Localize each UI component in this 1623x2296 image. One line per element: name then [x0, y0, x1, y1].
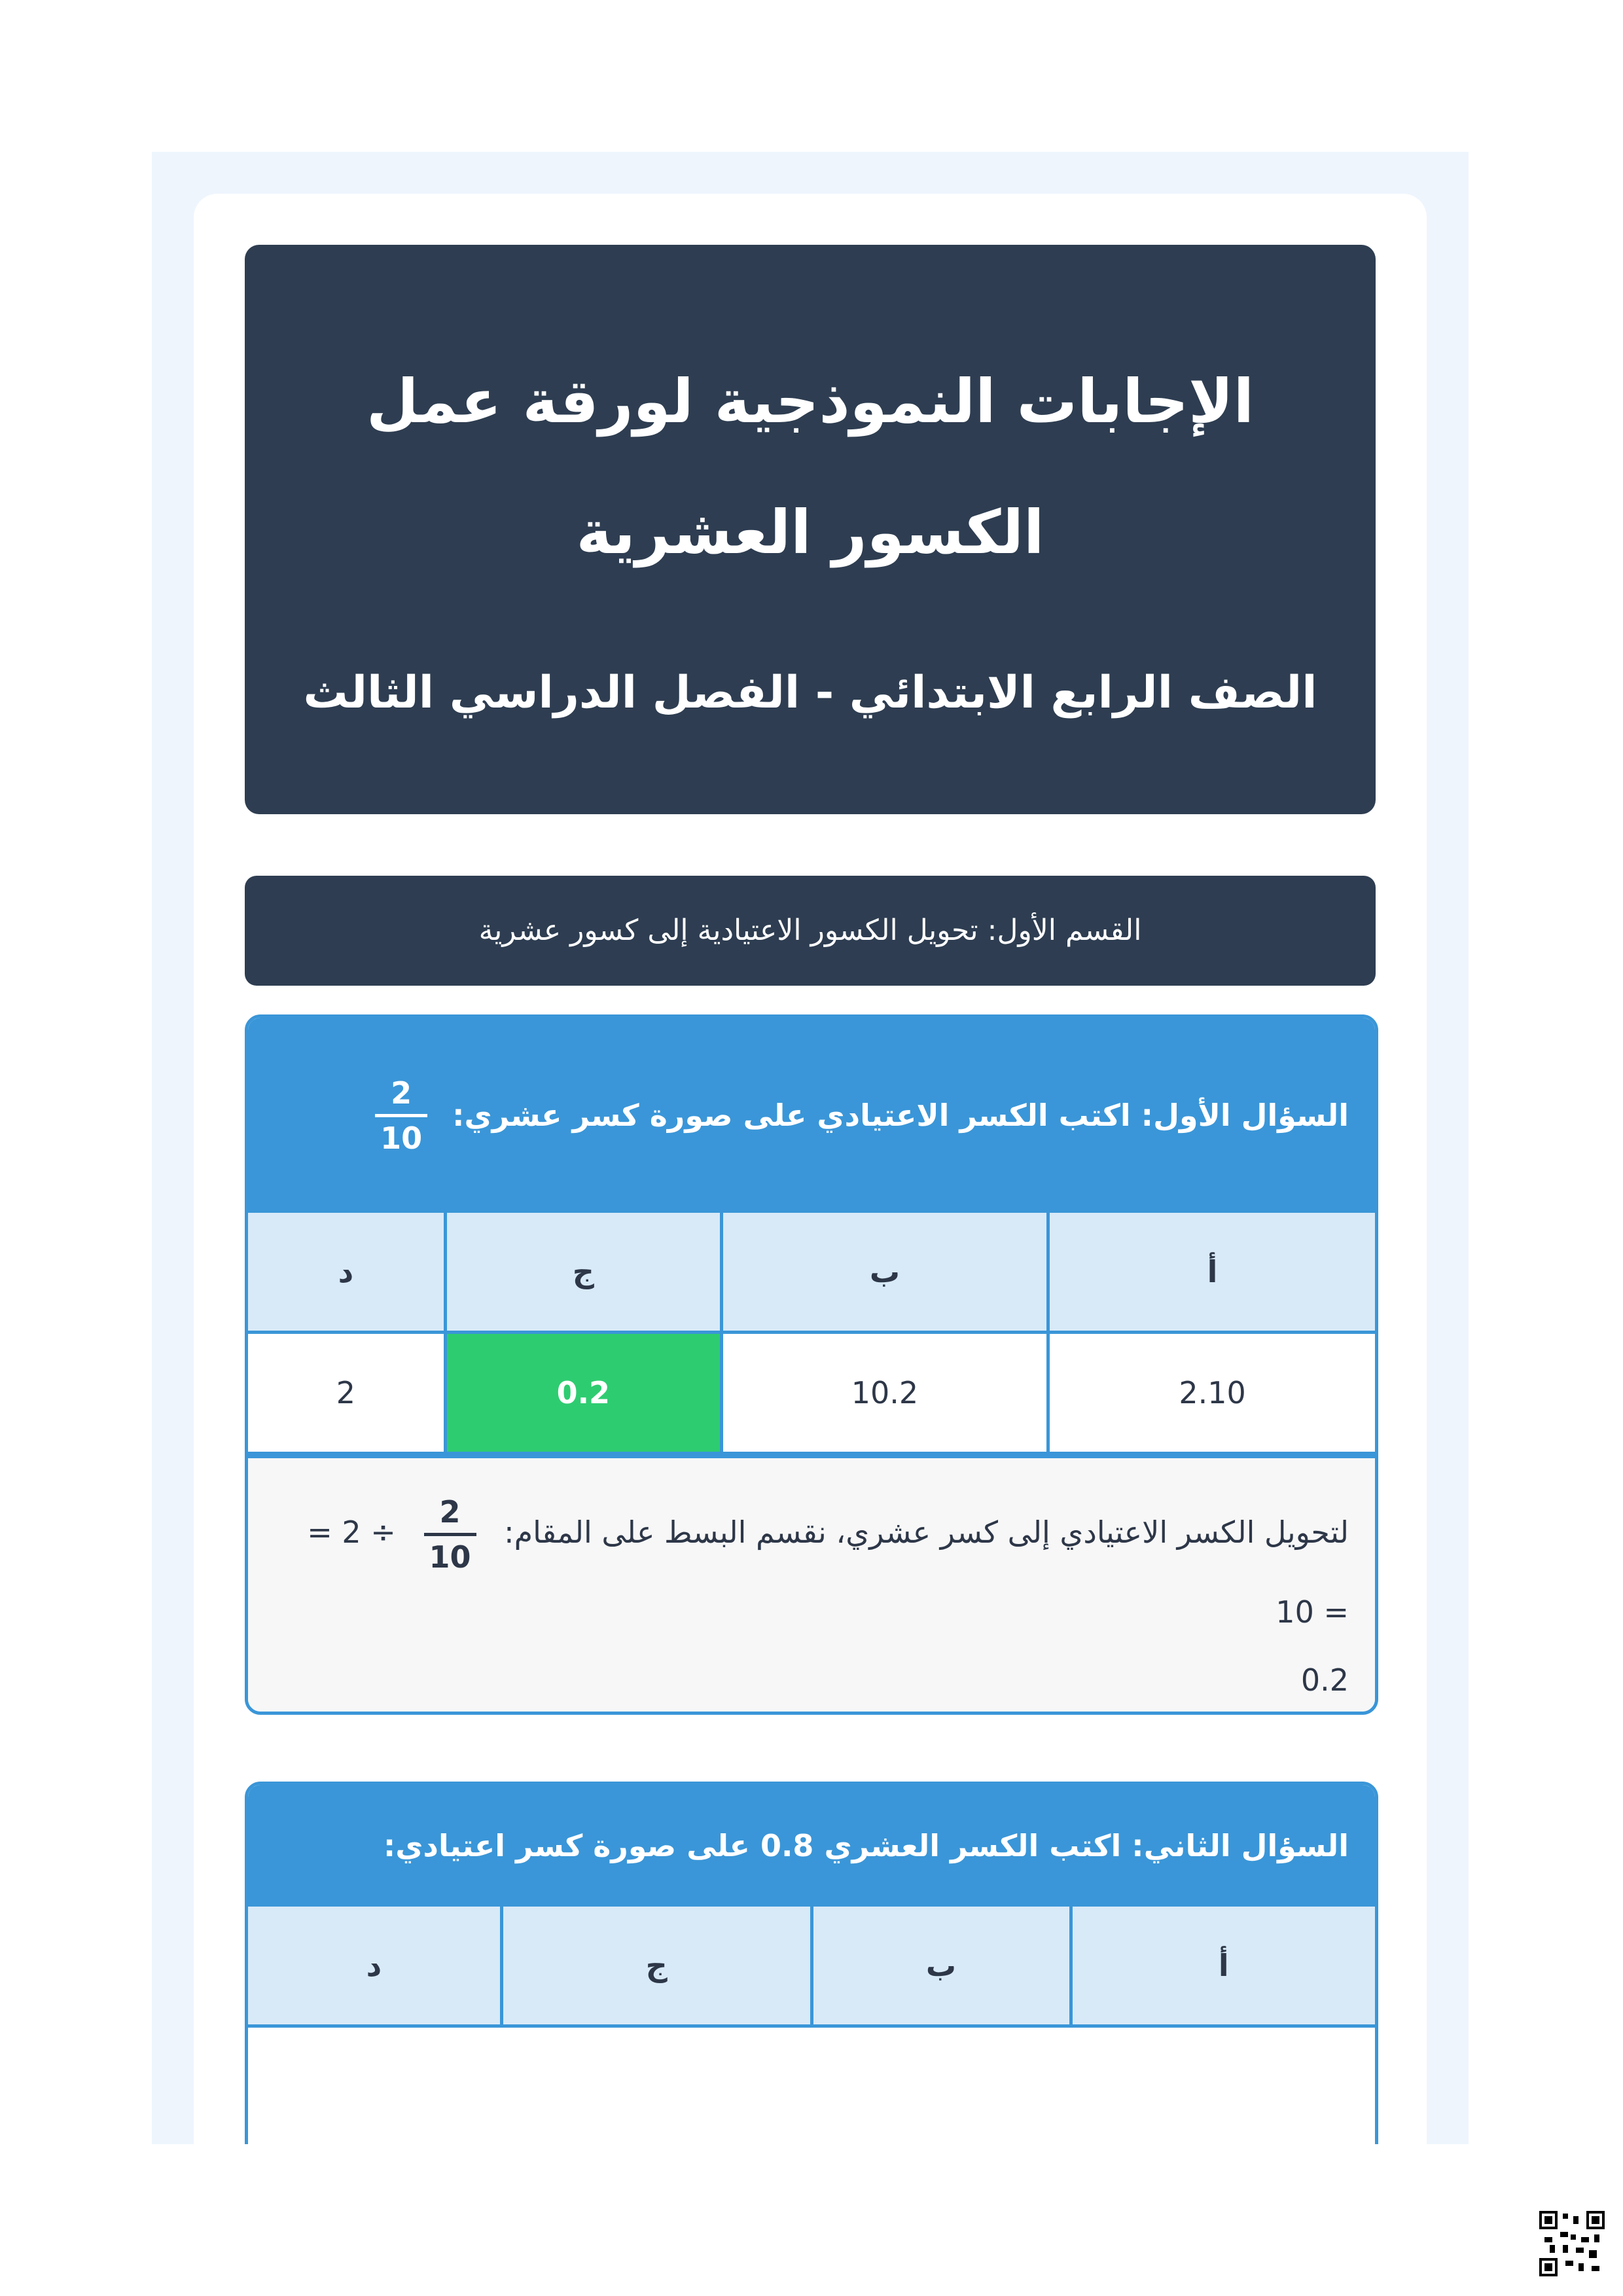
question-1-header: [248, 1018, 1375, 1213]
option-letter-d: د: [248, 1907, 501, 2026]
question-1-prompt: السؤال الأول: اكتب الكسر الاعتيادي على صورة كسر عشري:: [452, 1098, 1349, 1133]
options-letter-row: [248, 1907, 1375, 2026]
explanation-fraction: [418, 1491, 481, 1578]
option-value-b[interactable]: 10.2: [721, 1333, 1048, 1454]
fraction-denominator: 10: [380, 1120, 423, 1156]
option-letter-b: ب: [721, 1213, 1048, 1333]
worksheet-card: [194, 194, 1427, 2144]
explanation-text: لتحويل الكسر الاعتيادي إلى كسر عشري، نقسم البسط على المقام:: [504, 1515, 1349, 1550]
option-letter-c: ج: [445, 1213, 721, 1333]
option-letter-b: ب: [812, 1907, 1071, 2026]
page-title: الإجابات النموذجية لورقة عمل الكسور العشرية: [366, 367, 1255, 567]
option-letter-a: أ: [1048, 1213, 1375, 1333]
option-value-d[interactable]: 2: [248, 1333, 445, 1454]
section-title: القسم الأول: تحويل الكسور الاعتيادية إلى كسور عشرية: [245, 876, 1376, 986]
option-letter-a: أ: [1071, 1907, 1375, 2026]
question-2-prompt: السؤال الثاني: اكتب الكسر العشري 0.8 على صورة كسر اعتيادي:: [383, 1828, 1349, 1863]
page-background: [152, 152, 1469, 2144]
question-2-values-area: [248, 2028, 1375, 2144]
page-subtitle: الصف الرابع الابتدائي - الفصل الدراسي الثالث: [303, 667, 1317, 719]
question-1: [245, 1014, 1378, 1715]
qr-code-icon: [1539, 2211, 1605, 2276]
question-2: [245, 1782, 1378, 2144]
options-letter-row: [248, 1213, 1375, 1333]
fraction-numerator: 2: [391, 1075, 412, 1111]
question-1-explanation: [248, 1455, 1375, 1715]
option-letter-d: د: [248, 1213, 445, 1333]
explanation-result: 0.2: [1300, 1662, 1349, 1698]
question-1-fraction: [370, 1072, 433, 1159]
explanation-equation: = 2 ÷ 10 =: [307, 1515, 1349, 1630]
page-header: [245, 245, 1376, 814]
question-2-options-table: [248, 1907, 1375, 2028]
option-letter-c: ج: [501, 1907, 812, 2026]
option-value-c-correct[interactable]: 0.2: [445, 1333, 721, 1454]
question-1-options-table: [248, 1213, 1375, 1455]
fraction-numerator: 2: [439, 1494, 461, 1530]
fraction-denominator: 10: [429, 1539, 471, 1575]
option-value-a[interactable]: 2.10: [1048, 1333, 1375, 1454]
options-value-row: [248, 1333, 1375, 1454]
question-2-header: [248, 1785, 1375, 1907]
